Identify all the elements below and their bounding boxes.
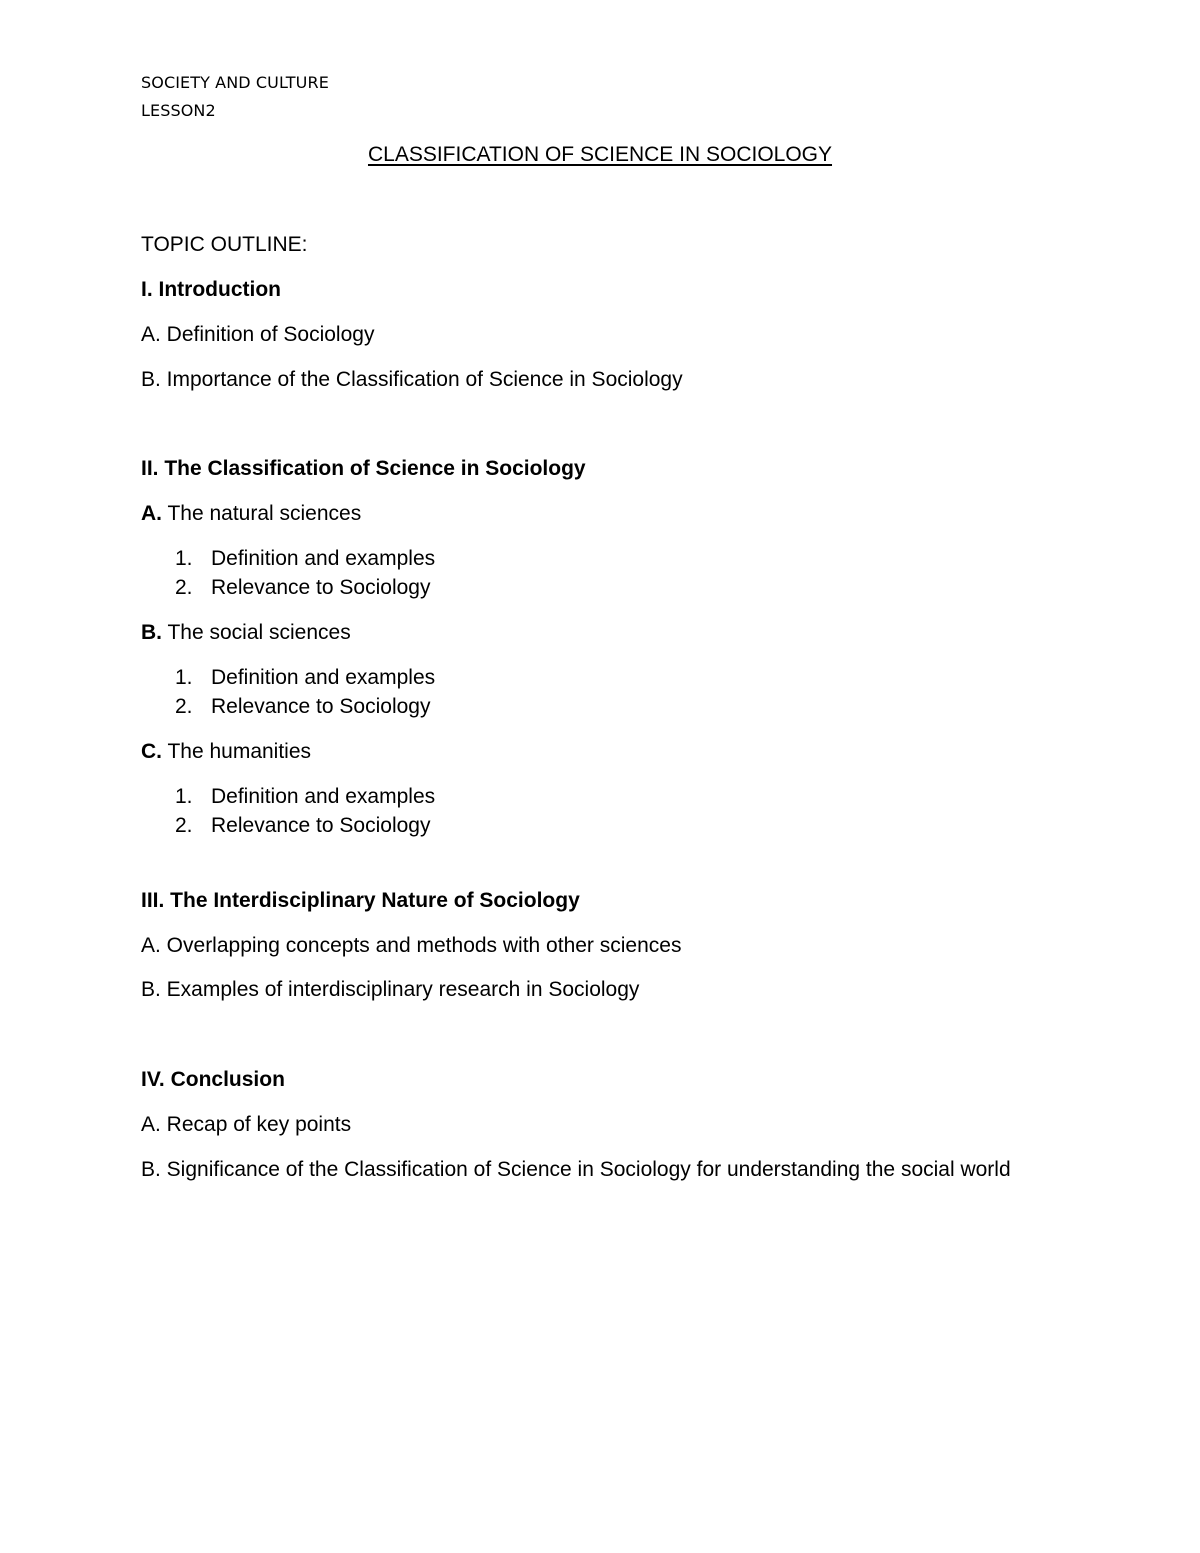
list-item	[175, 785, 435, 809]
item-text: The social sciences	[162, 621, 351, 644]
section-3-item-a: A. Overlapping concepts and methods with other sciences	[141, 934, 682, 957]
section-heading-3: III. The Interdisciplinary Nature of Sociology	[141, 889, 580, 912]
item-letter: B.	[141, 621, 162, 644]
section-4-item-b: B. Significance of the Classification of Science in Sociology for understanding the social world	[141, 1158, 1011, 1181]
header-subject: SOCIETY AND CULTURE	[141, 73, 329, 92]
section-2-item-c	[141, 740, 311, 764]
list-item	[175, 666, 435, 690]
list-item	[175, 576, 430, 600]
section-2-item-a	[141, 502, 361, 526]
section-heading-4: IV. Conclusion	[141, 1068, 285, 1091]
page-title: CLASSIFICATION OF SCIENCE IN SOCIOLOGY	[367, 143, 833, 166]
section-heading-2: II. The Classification of Science in Sociology	[141, 457, 586, 480]
list-text: Relevance to Sociology	[211, 814, 431, 837]
section-heading-1: I. Introduction	[141, 278, 281, 301]
list-text: Relevance to Sociology	[211, 695, 431, 718]
list-text: Definition and examples	[211, 666, 436, 689]
outline-label: TOPIC OUTLINE:	[141, 233, 308, 256]
list-number: 2.	[175, 576, 193, 599]
list-item	[175, 814, 430, 838]
section-3-item-b: B. Examples of interdisciplinary research in Sociology	[141, 978, 640, 1001]
list-item	[175, 547, 435, 571]
list-text: Relevance to Sociology	[211, 576, 431, 599]
list-text: Definition and examples	[211, 785, 436, 808]
item-text: The humanities	[162, 740, 312, 763]
section-1-item-b: B. Importance of the Classification of Science in Sociology	[141, 368, 683, 391]
item-letter: C.	[141, 740, 162, 763]
item-text: The natural sciences	[162, 502, 362, 525]
section-4-item-a: A. Recap of key points	[141, 1113, 352, 1136]
list-number: 1.	[175, 666, 193, 689]
list-number: 1.	[175, 785, 193, 808]
list-number: 1.	[175, 547, 193, 570]
list-number: 2.	[175, 695, 193, 718]
header-lesson: LESSON2	[141, 101, 216, 120]
list-text: Definition and examples	[211, 547, 436, 570]
section-2-item-b	[141, 621, 351, 645]
list-number: 2.	[175, 814, 193, 837]
section-1-item-a: A. Definition of Sociology	[141, 323, 375, 346]
item-letter: A.	[141, 502, 162, 525]
list-item	[175, 695, 430, 719]
